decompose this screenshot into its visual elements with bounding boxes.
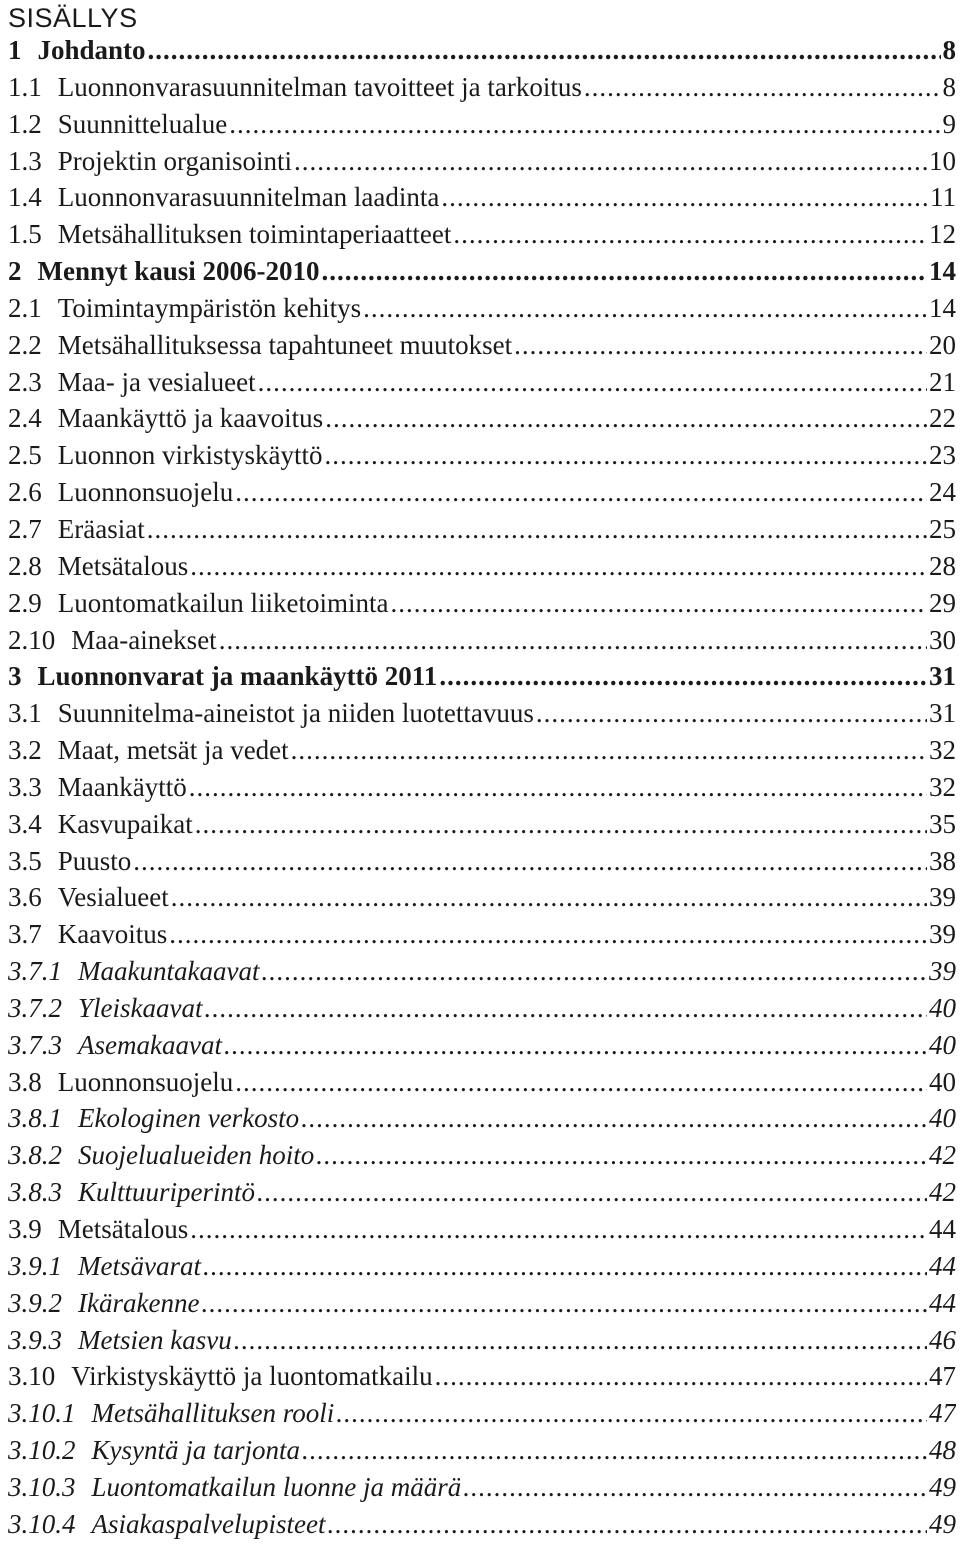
toc-entry-title: Yleiskaavat bbox=[78, 992, 203, 1023]
toc-entry-number: 2.8 bbox=[8, 550, 42, 581]
toc-entry-number: 1.4 bbox=[8, 182, 42, 213]
toc-entry-number: 2.6 bbox=[8, 477, 42, 508]
toc-entry-title: Kulttuuriperintö bbox=[78, 1177, 256, 1208]
toc-entry-title: Metsähallituksen rooli bbox=[91, 1398, 335, 1429]
toc-entry-title: Metsätalous bbox=[57, 550, 189, 581]
toc-entry-page: 32 bbox=[929, 735, 956, 766]
toc-entry-page: 39 bbox=[929, 956, 956, 987]
toc-entry-title: Metsävarat bbox=[78, 1250, 201, 1281]
toc-entry-title: Kaavoitus bbox=[57, 919, 168, 950]
toc-dot-leader bbox=[514, 330, 927, 361]
toc-entry[interactable] bbox=[8, 146, 956, 183]
toc-entry-page: 32 bbox=[929, 771, 956, 802]
toc-entry[interactable] bbox=[8, 1509, 956, 1546]
toc-entry[interactable] bbox=[8, 625, 956, 662]
toc-entry[interactable] bbox=[8, 1325, 956, 1362]
toc-entry-page: 40 bbox=[929, 1066, 956, 1097]
toc-entry-title: Kysyntä ja tarjonta bbox=[91, 1435, 300, 1466]
toc-entry-page: 24 bbox=[929, 477, 956, 508]
toc-entry-title: Luontomatkailun luonne ja määrä bbox=[91, 1471, 462, 1502]
toc-entry[interactable] bbox=[8, 367, 956, 404]
toc-entry-number: 3.8.1 bbox=[8, 1103, 62, 1134]
toc-dot-leader bbox=[234, 1325, 927, 1356]
toc-entry-number: 3.6 bbox=[8, 882, 42, 913]
toc-entry[interactable] bbox=[8, 330, 956, 367]
toc-entry-title: Suunnitelma-aineistot ja niiden luotettavuus bbox=[57, 698, 534, 729]
toc-entry-number: 3.4 bbox=[8, 808, 42, 839]
toc-entry[interactable] bbox=[8, 809, 956, 846]
toc-entry-title: Luonnon virkistyskäyttö bbox=[57, 440, 323, 471]
toc-entry[interactable] bbox=[8, 109, 956, 146]
toc-entry-number: 3.10.2 bbox=[8, 1435, 76, 1466]
toc-entry-number: 3.10 bbox=[8, 1361, 56, 1392]
toc-entry-number: 2 bbox=[8, 256, 22, 287]
toc-dot-leader bbox=[201, 1288, 927, 1319]
toc-entry-number: 1.2 bbox=[8, 108, 42, 139]
toc-entry[interactable] bbox=[8, 956, 956, 993]
toc-dot-leader bbox=[224, 1030, 927, 1061]
toc-entry-page: 46 bbox=[929, 1324, 956, 1355]
toc-entry-title: Luonnonsuojelu bbox=[57, 1066, 234, 1097]
toc-entry[interactable] bbox=[8, 588, 956, 625]
toc-dot-leader bbox=[171, 882, 927, 913]
toc-entry[interactable] bbox=[8, 182, 956, 219]
toc-entry-page: 44 bbox=[929, 1214, 956, 1244]
toc-entry[interactable] bbox=[8, 993, 956, 1030]
toc-entry[interactable] bbox=[8, 1140, 956, 1177]
toc-entry-title: Luonnonvarasuunnitelman laadinta bbox=[57, 182, 440, 213]
toc-heading: SISÄLLYS bbox=[8, 3, 138, 33]
toc-entry-title: Puusto bbox=[57, 845, 132, 876]
toc-dot-leader bbox=[322, 256, 927, 287]
toc-entry-number: 3.10.4 bbox=[8, 1508, 76, 1539]
toc-entry-number: 3.3 bbox=[8, 771, 42, 802]
toc-entry-title: Metsien kasvu bbox=[78, 1324, 232, 1355]
toc-dot-leader bbox=[169, 919, 927, 950]
toc-entry-page: 35 bbox=[929, 808, 956, 839]
toc-entry-number: 2.9 bbox=[8, 587, 42, 618]
toc-entry-title: Eräasiat bbox=[57, 513, 145, 544]
toc-entry-page: 23 bbox=[929, 440, 956, 471]
toc-entry-page: 40 bbox=[929, 1029, 956, 1060]
toc-entry-title: Maakuntakaavat bbox=[78, 956, 260, 987]
toc-dot-leader bbox=[204, 993, 927, 1024]
toc-dot-leader bbox=[148, 35, 941, 66]
toc-dot-leader bbox=[584, 72, 941, 103]
toc-dot-leader bbox=[229, 109, 940, 140]
toc-dot-leader bbox=[133, 846, 927, 877]
toc-entry-page: 40 bbox=[929, 1103, 956, 1134]
toc-entry-page: 14 bbox=[929, 256, 956, 287]
toc-entry-page: 49 bbox=[929, 1508, 956, 1539]
toc-entry-number: 3.2 bbox=[8, 735, 42, 766]
toc-entry[interactable] bbox=[8, 1361, 956, 1398]
toc-entry-title: Metsähallituksessa tapahtuneet muutokset bbox=[57, 329, 513, 360]
toc-entry-number: 3.7.2 bbox=[8, 992, 62, 1023]
toc-entry-number: 3.10.1 bbox=[8, 1398, 76, 1429]
toc-entry-number: 3.9.1 bbox=[8, 1250, 62, 1281]
toc-entry-page: 48 bbox=[929, 1435, 956, 1466]
toc-entry-title: Ekologinen verkosto bbox=[78, 1103, 300, 1134]
toc-entry-page: 40 bbox=[929, 992, 956, 1023]
toc-entry[interactable] bbox=[8, 1435, 956, 1472]
toc-entry-page: 47 bbox=[929, 1361, 956, 1392]
toc-entry-page: 30 bbox=[929, 624, 956, 655]
toc-entry-title: Kasvupaikat bbox=[57, 808, 193, 839]
toc-entry[interactable] bbox=[8, 293, 956, 330]
toc-entry[interactable] bbox=[8, 882, 956, 919]
toc-entry-title: Maa-ainekset bbox=[71, 624, 217, 655]
toc-entry-number: 3.7.3 bbox=[8, 1029, 62, 1060]
toc-entry-page: 31 bbox=[929, 661, 956, 692]
toc-dot-leader bbox=[325, 403, 927, 434]
toc-entry-title: Luonnonvarasuunnitelman tavoitteet ja tarkoitus bbox=[57, 71, 582, 102]
toc-entry-page: 39 bbox=[929, 919, 956, 950]
toc-dot-leader bbox=[147, 514, 927, 545]
toc-entry-page: 44 bbox=[929, 1250, 956, 1281]
toc-dot-leader bbox=[291, 735, 927, 766]
toc-dot-leader bbox=[261, 956, 927, 987]
toc-entry-title: Maankäyttö ja kaavoitus bbox=[57, 403, 324, 434]
toc-dot-leader bbox=[219, 625, 927, 656]
toc-entry-number: 1.3 bbox=[8, 145, 42, 176]
toc-dot-leader bbox=[190, 1214, 927, 1245]
toc-dot-leader bbox=[257, 1177, 927, 1208]
toc-entry[interactable] bbox=[8, 440, 956, 477]
toc-dot-leader bbox=[536, 698, 927, 729]
toc-entry[interactable] bbox=[8, 1288, 956, 1325]
toc-entry-title: Maa- ja vesialueet bbox=[57, 366, 256, 397]
toc-entry-number: 3.9 bbox=[8, 1214, 42, 1244]
toc-dot-leader bbox=[363, 293, 927, 324]
toc-dot-leader bbox=[203, 1251, 927, 1282]
toc-dot-leader bbox=[294, 146, 927, 177]
toc-entry[interactable] bbox=[8, 1214, 956, 1251]
toc-entry[interactable] bbox=[8, 1251, 956, 1288]
toc-entry-title: Virkistyskäyttö ja luontomatkailu bbox=[71, 1361, 433, 1392]
toc-entry-number: 3.9.2 bbox=[8, 1287, 62, 1318]
toc-entry[interactable] bbox=[8, 661, 956, 698]
toc-dot-leader bbox=[301, 1103, 927, 1134]
toc-entry-number: 3 bbox=[8, 661, 22, 692]
toc-entry-number: 2.2 bbox=[8, 329, 42, 360]
toc-entry-number: 1.1 bbox=[8, 71, 42, 102]
toc-dot-leader bbox=[302, 1435, 927, 1466]
toc-dot-leader bbox=[435, 1361, 927, 1392]
toc-entry-page: 49 bbox=[929, 1471, 956, 1502]
toc-entry-title: Mennyt kausi 2006-2010 bbox=[37, 256, 320, 287]
toc-entry-number: 3.7 bbox=[8, 919, 42, 950]
toc-entry-title: Maat, metsät ja vedet bbox=[57, 735, 289, 766]
toc-entry[interactable] bbox=[8, 219, 956, 256]
toc-entry-page: 21 bbox=[929, 366, 956, 397]
toc-entry-number: 2.10 bbox=[8, 624, 56, 655]
toc-entry-page: 25 bbox=[929, 513, 956, 544]
toc-entry-title: Asemakaavat bbox=[78, 1029, 222, 1060]
toc-entry[interactable] bbox=[8, 477, 956, 514]
toc-dot-leader bbox=[235, 477, 927, 508]
toc-dot-leader bbox=[336, 1398, 927, 1429]
toc-entry[interactable] bbox=[8, 403, 956, 440]
toc-dot-leader bbox=[189, 772, 927, 803]
toc-entry-number: 3.10.3 bbox=[8, 1471, 76, 1502]
toc-dot-leader bbox=[439, 661, 927, 692]
toc-entry-page: 22 bbox=[929, 403, 956, 434]
toc-entry-title: Johdanto bbox=[37, 35, 146, 65]
toc-entry-page: 42 bbox=[929, 1140, 956, 1171]
toc-entry[interactable] bbox=[8, 514, 956, 551]
toc-entry-title: Luonnonvarat ja maankäyttö 2011 bbox=[37, 661, 438, 692]
toc-entry[interactable] bbox=[8, 1472, 956, 1509]
toc-entry[interactable] bbox=[8, 1398, 956, 1435]
toc-list bbox=[8, 35, 956, 1546]
toc-dot-leader bbox=[316, 1140, 927, 1171]
toc-entry-page: 11 bbox=[930, 182, 956, 213]
toc-entry[interactable] bbox=[8, 1103, 956, 1140]
toc-entry-page: 14 bbox=[929, 292, 956, 323]
toc-entry-page: 9 bbox=[942, 108, 956, 139]
toc-dot-leader bbox=[441, 182, 928, 213]
toc-entry-number: 2.1 bbox=[8, 292, 42, 323]
toc-entry-title: Projektin organisointi bbox=[57, 145, 292, 176]
toc-entry-title: Suunnittelualue bbox=[57, 108, 228, 139]
toc-entry-title: Asiakaspalvelupisteet bbox=[91, 1508, 326, 1539]
toc-entry-title: Toimintaympäristön kehitys bbox=[57, 292, 362, 323]
toc-entry-title: Vesialueet bbox=[57, 882, 169, 913]
toc-entry[interactable] bbox=[8, 1030, 956, 1067]
toc-entry-title: Luonnonsuojelu bbox=[57, 477, 234, 508]
toc-entry-number: 3.7.1 bbox=[8, 956, 62, 987]
toc-entry-page: 12 bbox=[929, 219, 956, 250]
toc-entry-number: 1.5 bbox=[8, 219, 42, 250]
toc-entry[interactable] bbox=[8, 1067, 956, 1104]
toc-entry-title: Suojelualueiden hoito bbox=[78, 1140, 315, 1171]
toc-entry[interactable] bbox=[8, 846, 956, 883]
toc-entry-number: 3.9.3 bbox=[8, 1324, 62, 1355]
toc-entry[interactable] bbox=[8, 551, 956, 588]
toc-dot-leader bbox=[195, 809, 927, 840]
toc-entry[interactable] bbox=[8, 72, 956, 109]
toc-dot-leader bbox=[235, 1067, 927, 1098]
toc-dot-leader bbox=[390, 588, 927, 619]
toc-entry-page: 28 bbox=[929, 550, 956, 581]
toc-dot-leader bbox=[190, 551, 927, 582]
toc-entry-page: 38 bbox=[929, 845, 956, 876]
toc-entry-page: 39 bbox=[929, 882, 956, 913]
toc-dot-leader bbox=[327, 1509, 927, 1540]
toc-entry-number: 2.7 bbox=[8, 513, 42, 544]
toc-entry[interactable] bbox=[8, 919, 956, 956]
toc-entry-title: Metsätalous bbox=[57, 1214, 189, 1244]
toc-entry-page: 20 bbox=[929, 329, 956, 360]
toc-entry[interactable] bbox=[8, 735, 956, 772]
toc-entry-page: 8 bbox=[942, 71, 956, 102]
toc-entry-number: 3.8 bbox=[8, 1066, 42, 1097]
toc-entry-page: 44 bbox=[929, 1287, 956, 1318]
toc-entry-title: Metsähallituksen toimintaperiaatteet bbox=[57, 219, 452, 250]
toc-entry-title: Ikärakenne bbox=[78, 1287, 200, 1318]
toc-entry-page: 10 bbox=[929, 145, 956, 176]
toc-entry-page: 47 bbox=[929, 1398, 956, 1429]
toc-entry-page: 31 bbox=[929, 698, 956, 729]
toc-entry-number: 2.4 bbox=[8, 403, 42, 434]
toc-entry-page: 29 bbox=[929, 587, 956, 618]
toc-entry-number: 3.8.3 bbox=[8, 1177, 62, 1208]
toc-dot-leader bbox=[325, 440, 928, 471]
toc-entry-number: 3.5 bbox=[8, 845, 42, 876]
toc-entry-number: 2.3 bbox=[8, 366, 42, 397]
toc-dot-leader bbox=[463, 1472, 927, 1503]
toc-dot-leader bbox=[453, 219, 927, 250]
toc-entry[interactable] bbox=[8, 1177, 956, 1214]
toc-entry[interactable] bbox=[8, 772, 956, 809]
toc-dot-leader bbox=[258, 367, 927, 398]
toc-entry-page: 42 bbox=[929, 1177, 956, 1208]
toc-entry-number: 1 bbox=[8, 35, 22, 65]
toc-entry-page: 8 bbox=[942, 35, 956, 65]
toc-entry-number: 2.5 bbox=[8, 440, 42, 471]
toc-entry-number: 3.1 bbox=[8, 698, 42, 729]
toc-entry-title: Maankäyttö bbox=[57, 771, 187, 802]
toc-entry-title: Luontomatkailun liiketoiminta bbox=[57, 587, 389, 618]
toc-entry[interactable] bbox=[8, 256, 956, 293]
toc-entry[interactable] bbox=[8, 35, 956, 72]
toc-entry-number: 3.8.2 bbox=[8, 1140, 62, 1171]
toc-entry[interactable] bbox=[8, 698, 956, 735]
